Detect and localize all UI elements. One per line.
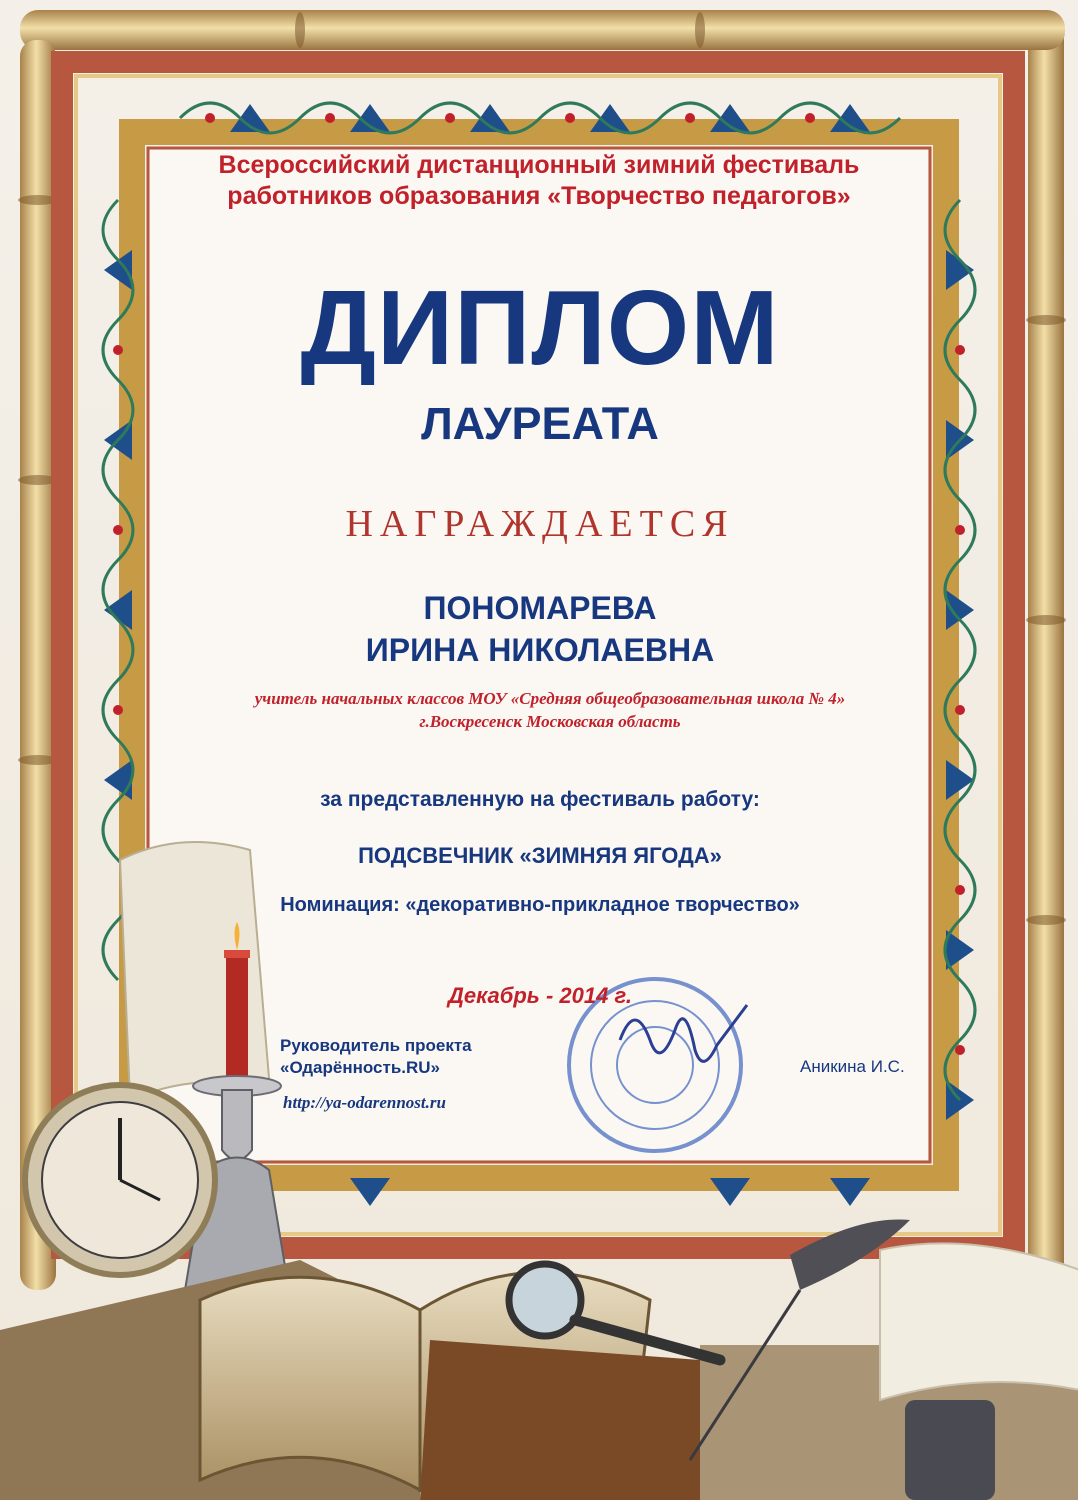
recipient-surname: ПОНОМАРЕВА <box>423 590 657 626</box>
project-name: «Одарённость.RU» <box>280 1058 440 1077</box>
recipient-given-names: ИРИНА НИКОЛАЕВНА <box>365 632 715 668</box>
recipient-position: учитель начальных классов МОУ «Средняя общеобразовательная школа № 4» <box>254 689 846 708</box>
festival-title <box>150 150 928 212</box>
for-work-label: за представленную на фестиваль работу: <box>320 788 760 811</box>
festival-title-line2: работников образования «Творчество педагогов» <box>227 182 851 210</box>
diploma-subtitle: ЛАУРЕАТА <box>421 398 659 449</box>
diploma-title: ДИПЛОМ <box>300 269 780 387</box>
project-url-link[interactable]: http://ya-odarennost.ru <box>283 1093 446 1112</box>
project-leader-label: Руководитель проекта <box>280 1036 472 1055</box>
signer-name: Аникина И.С. <box>800 1057 905 1076</box>
festival-title-line1: Всероссийский дистанционный зимний фестиваль <box>218 151 860 179</box>
work-title: ПОДСВЕЧНИК «ЗИМНЯЯ ЯГОДА» <box>358 843 722 868</box>
nomination: Номинация: «декоративно-прикладное творчество» <box>280 894 800 916</box>
recipient-location: г.Воскресенск Московская область <box>419 712 681 731</box>
awarded-label: НАГРАЖДАЕТСЯ <box>345 503 735 545</box>
award-date: Декабрь - 2014 г. <box>447 983 633 1008</box>
